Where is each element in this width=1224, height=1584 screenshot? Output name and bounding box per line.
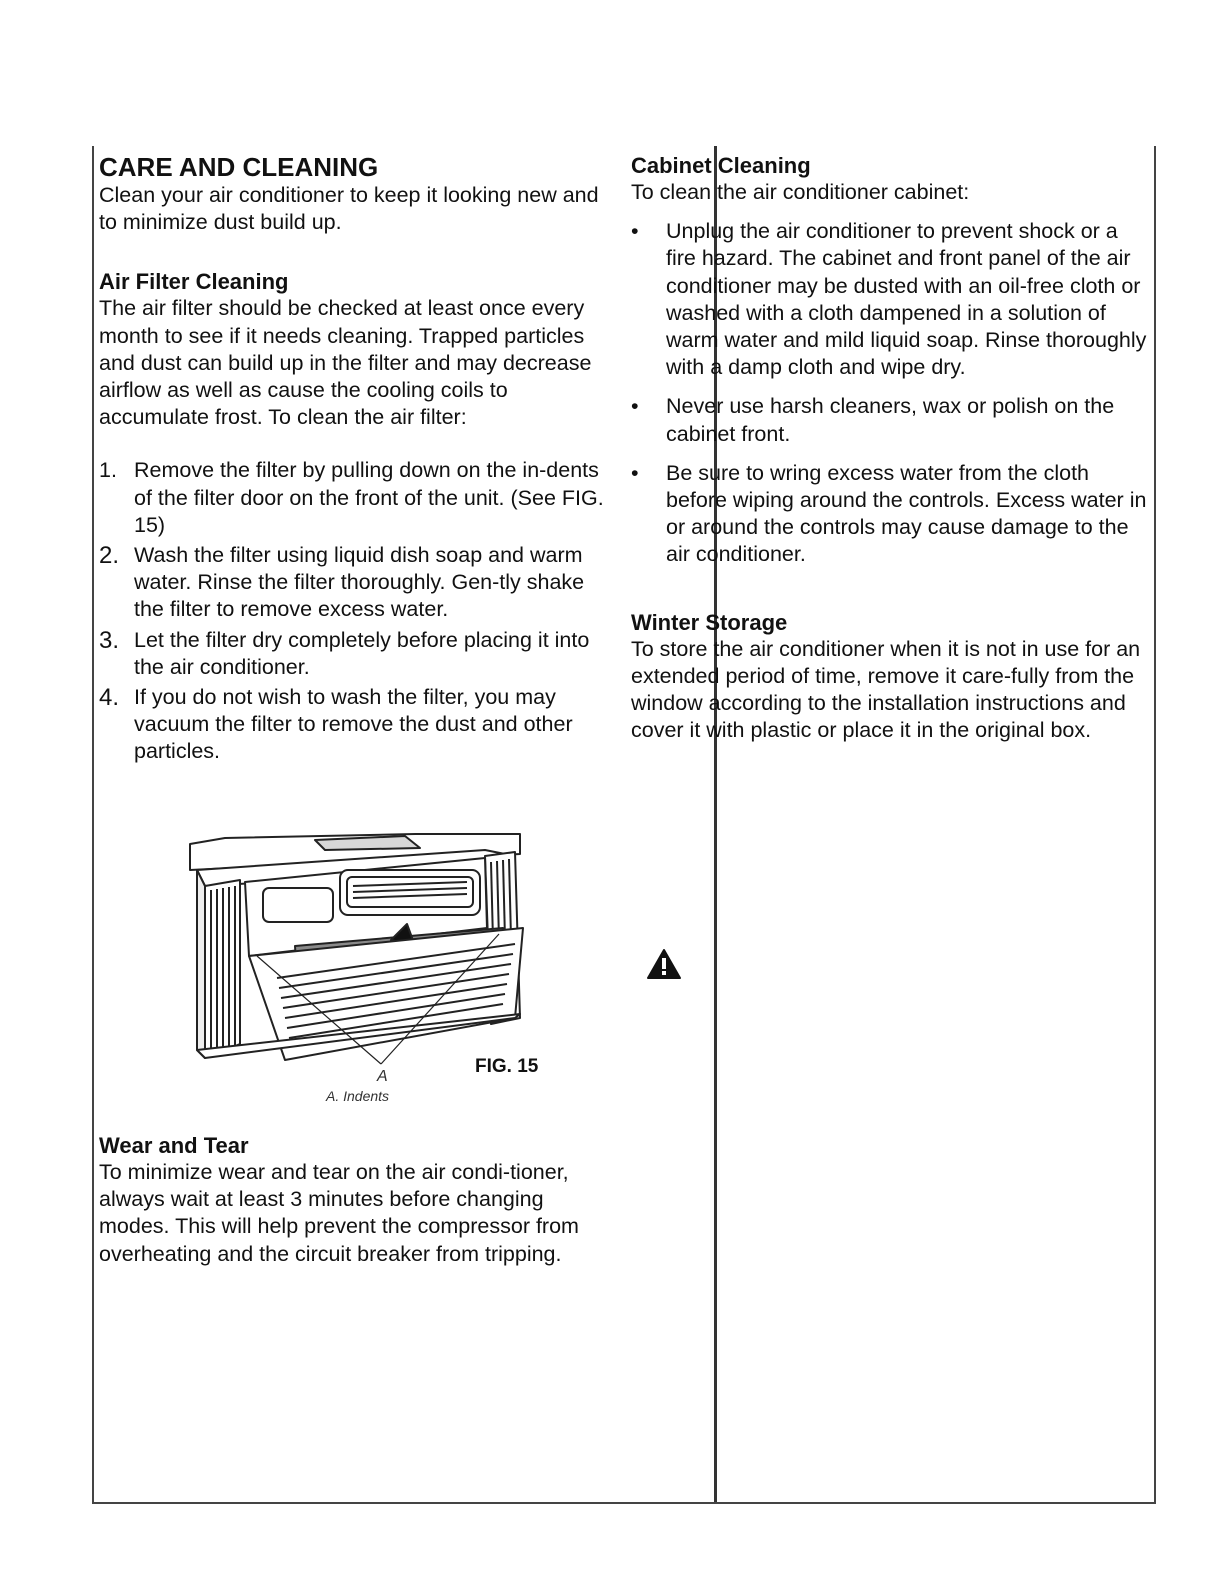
figure-callout-letter: A — [377, 1068, 388, 1085]
step-number: 1. — [99, 458, 117, 483]
winter-heading: Winter Storage — [631, 609, 788, 635]
right-border — [1154, 146, 1156, 1504]
bullet-text: Never use harsh cleaners, wax or polish on the cabinet front. — [666, 394, 1115, 446]
right-column — [631, 152, 1151, 744]
bullet-dot: • — [631, 219, 639, 244]
figure-legend: A. Indents — [326, 1088, 390, 1104]
intro-text: Clean your air conditioner to keep it looking new and to minimize dust build up. — [99, 183, 599, 235]
left-border — [92, 146, 94, 1504]
step-item — [99, 457, 615, 539]
warning-triangle-icon — [646, 948, 682, 980]
step-number: 2. — [99, 542, 120, 570]
step-item — [99, 627, 615, 681]
cabinet-intro: To clean the air conditioner cabinet: — [631, 180, 970, 204]
step-text: Remove the filter by pulling down on the in-dents of the filter door on the front of the unit. (See FIG. 15) — [134, 458, 604, 537]
bullet-dot: • — [631, 394, 639, 419]
bottom-border — [92, 1502, 1156, 1504]
winter-body: To store the air conditioner when it is not in use for an extended period of time, remove it care-fully from the window according to the installation instructions and cover it with plastic or place it in the original box. — [631, 636, 1141, 743]
wear-heading: Wear and Tear — [99, 1133, 249, 1158]
bullet-item — [631, 460, 1151, 569]
step-number: 4. — [99, 684, 120, 712]
page-title: CARE AND CLEANING — [99, 152, 379, 182]
bullet-item — [631, 393, 1151, 447]
air-filter-body: The air filter should be checked at least once every month to see if it needs cleaning. Trapped particles and dust can build up in the filter and may decrease airflow as well as cause the cooling coils to accumulate frost. To clean the air filter: — [99, 296, 592, 430]
bullet-text: Unplug the air conditioner to prevent shock or a fire hazard. The cabinet and front panel of the air conditioner may be dusted with an oil-free cloth or washed with a cloth dampened in a solution of warm water and mild liquid soap. Rinse thoroughly with a damp cloth and wipe dry. — [666, 219, 1147, 380]
step-text: Let the filter dry completely before placing it into the air conditioner. — [134, 627, 590, 679]
bullet-text: Be sure to wring excess water from the cloth before wiping around the controls. Excess water in or around the controls may cause damage to the air conditioner. — [666, 460, 1147, 567]
left-column — [99, 152, 615, 766]
step-item — [99, 684, 615, 766]
step-item — [99, 542, 615, 624]
bullet-dot: • — [631, 460, 639, 485]
air-filter-heading: Air Filter Cleaning — [99, 269, 289, 295]
cabinet-heading: Cabinet Cleaning — [631, 153, 811, 178]
step-text: Wash the filter using liquid dish soap and warm water. Rinse the filter thoroughly. Gen-tly shake the filter to remove excess water. — [134, 543, 585, 622]
bullet-item — [631, 218, 1151, 381]
air-filter-steps — [99, 457, 615, 765]
figure-caption: FIG. 15 — [475, 1056, 539, 1077]
wear-body: To minimize wear and tear on the air condi-tioner, always wait at least 3 minutes before changing modes. This will help prevent the compressor from overheating and the circuit breaker from tripping. — [99, 1160, 579, 1266]
cabinet-bullets — [631, 218, 1151, 568]
step-text: If you do not wish to wash the filter, you may vacuum the filter to remove the dust and other particles. — [134, 685, 573, 764]
step-number: 3. — [99, 626, 120, 654]
wear-section — [99, 1132, 615, 1268]
